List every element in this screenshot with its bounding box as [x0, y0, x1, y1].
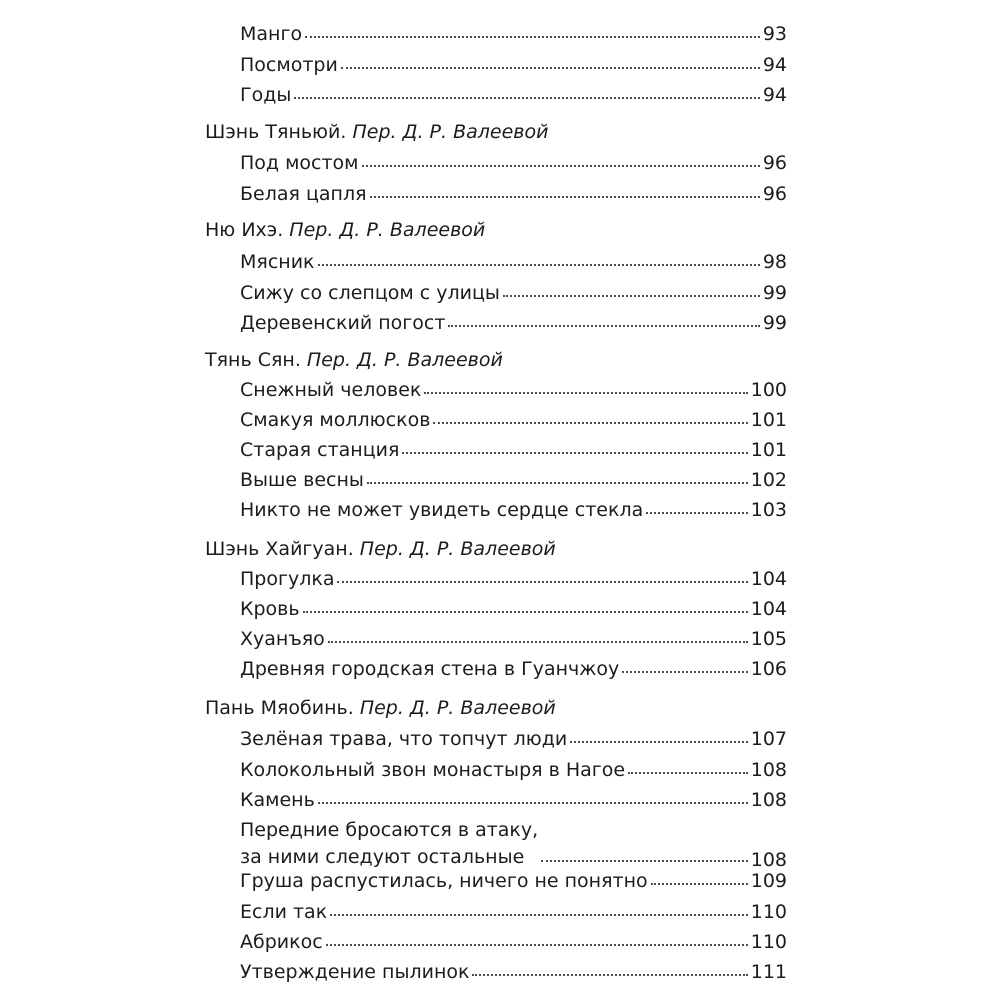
entry-page-number: 108: [750, 849, 787, 871]
author-name: Пань Мяобинь.: [205, 697, 354, 719]
dot-leader: [472, 958, 747, 976]
toc-entry[interactable]: [240, 788, 787, 811]
toc-entry[interactable]: [240, 151, 787, 174]
toc-entry[interactable]: [240, 817, 787, 871]
toc-entry[interactable]: [240, 281, 787, 304]
entry-page-number: 99: [762, 312, 787, 334]
toc-entry[interactable]: [240, 408, 787, 431]
dot-leader: [646, 496, 747, 514]
toc-entry[interactable]: [240, 438, 787, 461]
entry-page-number: 99: [762, 282, 787, 304]
toc-entry[interactable]: [240, 378, 787, 401]
entry-title: Хуанъяо: [240, 628, 325, 650]
entry-page-number: 104: [750, 598, 787, 620]
entry-page-number: 103: [750, 499, 787, 521]
toc-entry[interactable]: [240, 83, 787, 106]
dot-leader: [628, 756, 748, 774]
toc-entry[interactable]: [240, 657, 787, 680]
entry-page-number: 108: [750, 759, 787, 781]
entry-title-line: за ними следуют остальные: [240, 846, 525, 868]
dot-leader: [448, 309, 759, 327]
entry-page-number: 101: [750, 409, 787, 431]
entry-title: Снежный человек: [240, 379, 422, 401]
entry-title: Если так: [240, 901, 328, 923]
entry-title: Колокольный звон монастыря в Нагое: [240, 759, 626, 781]
entry-page-number: 111: [750, 961, 787, 983]
dot-leader: [503, 279, 760, 297]
toc-entry[interactable]: [240, 567, 787, 590]
section-heading: [205, 538, 556, 560]
dot-leader: [367, 466, 748, 484]
entry-title: Деревенский погост: [240, 312, 446, 334]
section-heading: [205, 121, 548, 143]
dot-leader: [318, 248, 760, 266]
toc-entry[interactable]: [240, 22, 787, 45]
dot-leader: [303, 595, 748, 613]
entry-title: Утверждение пылинок: [240, 961, 470, 983]
entry-title: Камень: [240, 789, 315, 811]
section-heading: [205, 219, 485, 241]
entry-page-number: 106: [750, 658, 787, 680]
dot-leader: [318, 786, 748, 804]
toc-entry[interactable]: [240, 869, 787, 892]
entry-title: Древняя городская стена в Гуанчжоу: [240, 658, 620, 680]
dot-leader: [622, 655, 748, 673]
author-name: Шэнь Тяньюй.: [205, 121, 347, 143]
toc-entry[interactable]: [240, 960, 787, 983]
dot-leader: [330, 898, 748, 916]
entry-page-number: 94: [762, 54, 787, 76]
entry-page-number: 96: [762, 152, 787, 174]
entry-page-number: 101: [750, 439, 787, 461]
entry-title: Смакуя моллюсков: [240, 409, 431, 431]
dot-leader: [651, 867, 748, 885]
translator-credit: Пер. Д. Р. Валеевой: [359, 697, 556, 719]
author-name: Шэнь Хайгуан.: [205, 538, 354, 560]
translator-credit: Пер. Д. Р. Валеевой: [289, 219, 486, 241]
dot-leader: [294, 81, 759, 99]
entry-page-number: 107: [750, 728, 787, 750]
entry-title: Посмотри: [240, 54, 338, 76]
entry-page-number: 96: [762, 183, 787, 205]
dot-leader: [337, 565, 747, 583]
dot-leader: [424, 376, 747, 394]
toc-entry[interactable]: [240, 597, 787, 620]
entry-title: Никто не может увидеть сердце стекла: [240, 499, 644, 521]
toc-entry[interactable]: [240, 627, 787, 650]
entry-title: Годы: [240, 84, 292, 106]
entry-title: Старая станция: [240, 439, 400, 461]
author-name: Тянь Сян.: [205, 349, 301, 371]
dot-leader: [541, 844, 748, 862]
entry-title: Выше весны: [240, 469, 364, 491]
entry-page-number: 105: [750, 628, 787, 650]
toc-entry[interactable]: [240, 930, 787, 953]
toc-entry[interactable]: [240, 900, 787, 923]
dot-leader: [326, 928, 748, 946]
entry-title: Сижу со слепцом с улицы: [240, 282, 500, 304]
toc-entry[interactable]: [240, 250, 787, 273]
dot-leader: [341, 51, 760, 69]
toc-entry[interactable]: [240, 468, 787, 491]
dot-leader: [370, 180, 760, 198]
toc-entry[interactable]: [240, 727, 787, 750]
entry-title-line: Передние бросаются в атаку,: [240, 819, 539, 841]
dot-leader: [362, 149, 760, 167]
author-name: Ню Ихэ.: [205, 219, 284, 241]
dot-leader: [402, 436, 747, 454]
toc-entry[interactable]: [240, 182, 787, 205]
translator-credit: Пер. Д. Р. Валеевой: [352, 121, 549, 143]
translator-credit: Пер. Д. Р. Валеевой: [306, 349, 503, 371]
entry-title: [240, 817, 538, 871]
section-heading: [205, 349, 503, 371]
dot-leader: [433, 406, 747, 424]
entry-title: Мясник: [240, 251, 315, 273]
toc-entry[interactable]: [240, 311, 787, 334]
translator-credit: Пер. Д. Р. Валеевой: [359, 538, 556, 560]
entry-page-number: 110: [750, 901, 787, 923]
section-heading: [205, 697, 556, 719]
entry-title: Зелёная трава, что топчут люди: [240, 728, 568, 750]
entry-page-number: 98: [762, 251, 787, 273]
entry-page-number: 110: [750, 931, 787, 953]
entry-page-number: 108: [750, 789, 787, 811]
entry-title: Груша распустилась, ничего не понятно: [240, 870, 648, 892]
entry-page-number: 93: [762, 23, 787, 45]
entry-title: Под мостом: [240, 152, 359, 174]
dot-leader: [305, 20, 760, 38]
entry-page-number: 102: [750, 469, 787, 491]
entry-page-number: 94: [762, 84, 787, 106]
dot-leader: [328, 625, 748, 643]
entry-page-number: 100: [750, 379, 787, 401]
toc-entry[interactable]: [240, 498, 787, 521]
entry-title: Прогулка: [240, 568, 335, 590]
entry-page-number: 109: [750, 870, 787, 892]
entry-title: Манго: [240, 23, 303, 45]
entry-title: Белая цапля: [240, 183, 367, 205]
dot-leader: [570, 725, 748, 743]
toc-entry[interactable]: [240, 53, 787, 76]
entry-title: Абрикос: [240, 931, 323, 953]
entry-title: Кровь: [240, 598, 300, 620]
toc-entry[interactable]: [240, 758, 787, 781]
entry-page-number: 104: [750, 568, 787, 590]
